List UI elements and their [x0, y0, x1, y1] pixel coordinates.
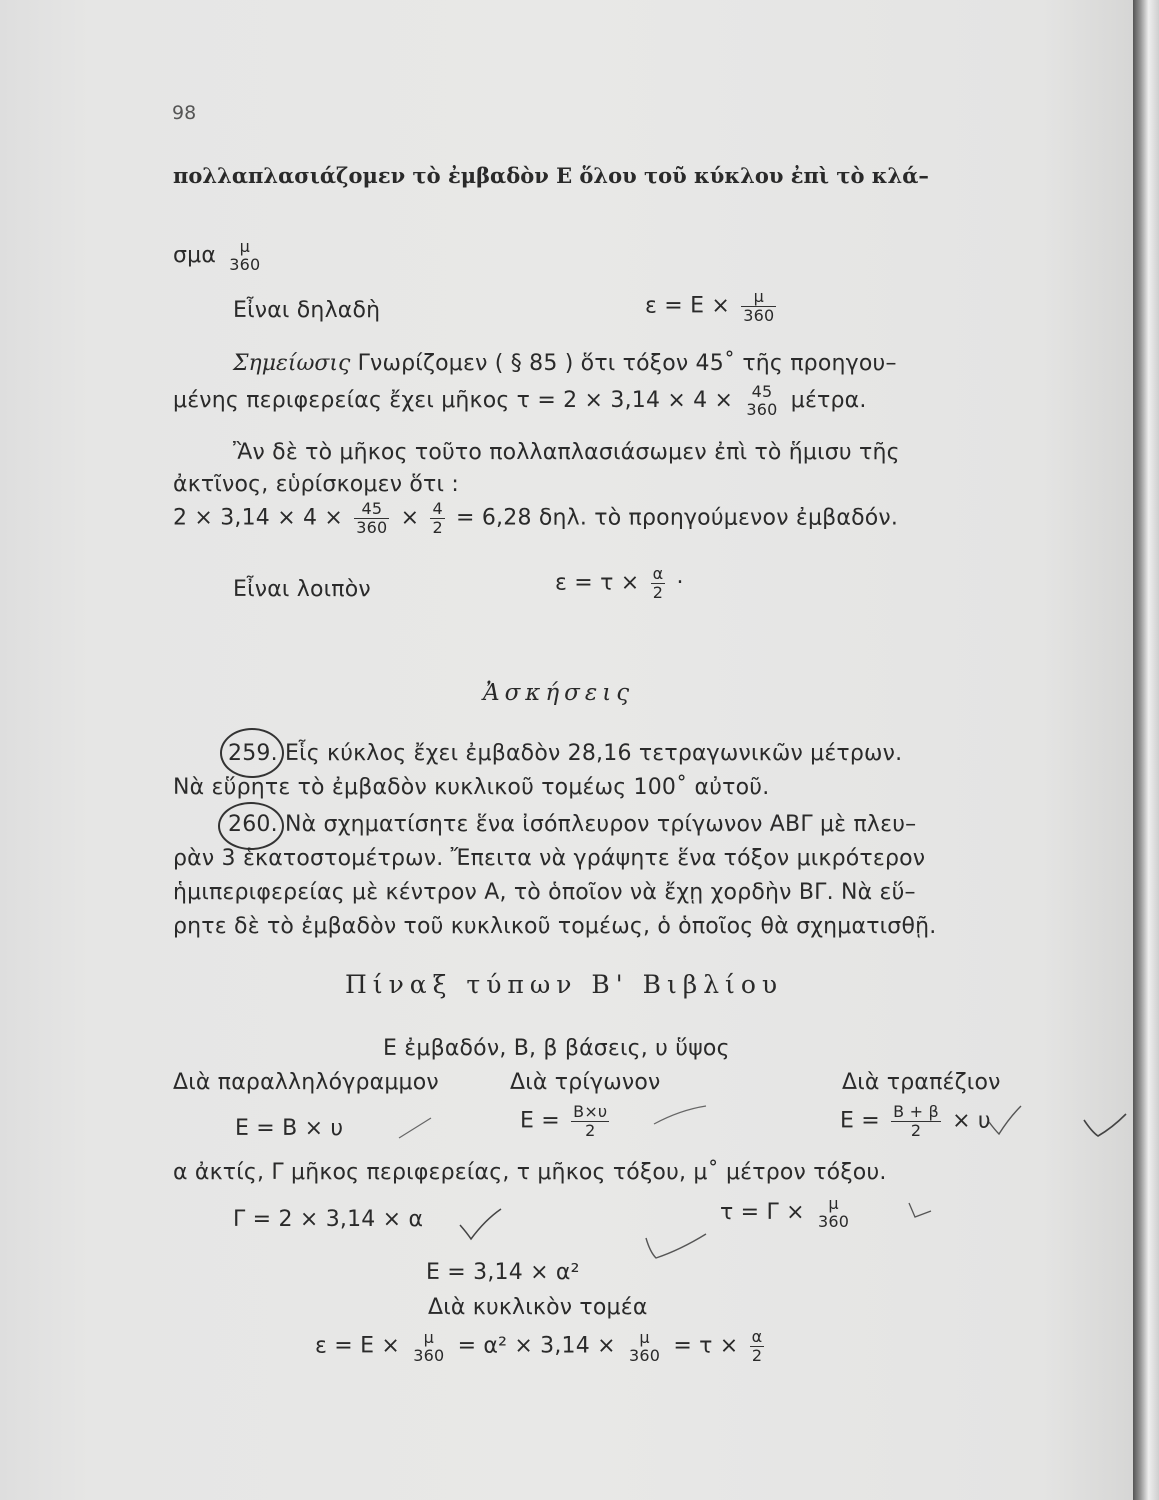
fraction-denominator: 360	[356, 518, 388, 537]
exercise-260-line-1	[228, 812, 916, 837]
line-8	[173, 500, 898, 537]
fraction-numerator: μ	[423, 1327, 435, 1347]
page-number: 98	[172, 102, 197, 124]
formula-arc-length	[720, 1195, 855, 1231]
formula-circle-area: Ε = 3,14 × α²	[426, 1260, 580, 1285]
exercise-259-line-1	[228, 741, 902, 766]
formula-table-heading: Πίναξ τύπων Β' Βιβλίου	[345, 970, 784, 999]
line-9-formula	[555, 565, 684, 602]
fraction-numerator: Β×υ	[573, 1102, 608, 1121]
line-9-text: Εἶναι λοιπὸν	[233, 577, 371, 602]
pen-checkmark-icon	[985, 1100, 1025, 1140]
fraction-numerator: μ	[753, 287, 765, 306]
formula-circumference: Γ = 2 × 3,14 × α	[233, 1207, 424, 1232]
pen-checkmark-icon	[455, 1205, 505, 1245]
formula-lhs: Ε =	[520, 1108, 560, 1134]
column-triangle-title: Διὰ τρίγωνον	[510, 1070, 661, 1095]
exercise-260-line-2: ρὰν 3 ἑκατοστομέτρων. Ἔπειτα νὰ γράψητε ἕνα τόξον μικρότερον	[173, 846, 926, 871]
fraction-alpha-2	[750, 1328, 765, 1365]
fraction-denominator: 2	[750, 1346, 765, 1365]
column-trapezoid-title: Διὰ τραπέζιον	[842, 1070, 1001, 1095]
fraction-denominator: 360	[746, 400, 778, 419]
formula-lhs: Ε =	[840, 1108, 880, 1134]
formula-triangle	[520, 1103, 613, 1140]
fraction-numerator: 45	[751, 382, 773, 401]
fraction-mu-360	[741, 288, 776, 325]
pen-stroke-icon	[395, 1112, 435, 1142]
line-1: πολλαπλασιάζομεν τὸ ἐμβαδὸν Ε ὅλου τοῦ κύκλου ἐπὶ τὸ κλά–	[173, 163, 929, 188]
formula-lhs: ε = Ε ×	[645, 293, 731, 319]
note-label: Σημείωσις	[233, 351, 351, 376]
formula-part-a: ε = Ε ×	[315, 1333, 401, 1359]
fraction-numerator: 4	[432, 499, 443, 518]
fraction-mu-360	[227, 238, 262, 274]
fraction-4-2	[430, 500, 444, 537]
formula-sector	[315, 1328, 768, 1365]
line-5	[173, 383, 867, 419]
exercise-text: Εἷς κύκλος ἔχει ἐμβαδὸν 28,16 τετραγωνικῶν μέτρων.	[285, 741, 903, 766]
fraction-mu-360	[411, 1329, 446, 1365]
formula-trapezoid	[840, 1103, 991, 1140]
formula-part-c: = τ ×	[673, 1333, 739, 1359]
fraction-numerator: 45	[361, 499, 383, 518]
fraction-denominator: 360	[817, 1212, 850, 1231]
line-5-end: μέτρα.	[790, 388, 867, 413]
exercise-260-line-3: ἡμιπεριφερείας μὲ κέντρον Α, τὸ ὁποῖον νὰ ἔχῃ χορδὴν ΒΓ. Νὰ εὕ–	[173, 880, 916, 905]
fraction-numerator: μ	[639, 1327, 650, 1347]
formula-part-b: = α² × 3,14 ×	[457, 1333, 616, 1359]
fraction-denominator: 2	[891, 1121, 941, 1140]
note-text: Γνωρίζομεν ( § 85 ) ὅτι τόξον 45˚ τῆς προηγου–	[357, 351, 897, 376]
formula-lhs: τ = Γ ×	[720, 1200, 805, 1225]
fraction-mu-360	[816, 1195, 851, 1231]
fraction-numerator: μ	[828, 1194, 839, 1213]
fraction-45-360	[354, 500, 389, 537]
fraction-mu-360	[627, 1329, 662, 1365]
formula-rhs: × υ	[952, 1108, 991, 1134]
pen-stroke-icon	[650, 1100, 710, 1130]
fraction-denominator: 2	[651, 583, 666, 602]
line-6: Ἂν δὲ τὸ μῆκος τοῦτο πολλαπλασιάσωμεν ἐπὶ τὸ ἥμισυ τῆς	[233, 440, 900, 465]
times-sign: ×	[400, 505, 420, 531]
fraction-bplusb-2	[891, 1103, 941, 1140]
fraction-numerator: μ	[239, 237, 251, 256]
book-spine-edge	[1133, 0, 1159, 1500]
line-4	[233, 351, 897, 376]
fraction-numerator: Β + β	[893, 1102, 939, 1121]
column-parallelogram-title: Διὰ παραλληλόγραμμον	[173, 1070, 439, 1095]
fraction-denominator: 2	[571, 1121, 609, 1140]
exercise-260-line-4: ρητε δὲ τὸ ἐμβαδὸν τοῦ κυκλικοῦ τομέως, ὁ ὁποῖος θὰ σχηματισθῇ.	[173, 914, 937, 939]
pen-tick-icon	[905, 1197, 935, 1223]
fraction-bu-2	[571, 1103, 609, 1140]
fraction-numerator: α	[751, 1327, 763, 1346]
exercise-259-line-2: Νὰ εὕρητε τὸ ἐμβαδὸν κυκλικοῦ τομέως 100˚ αὐτοῦ.	[173, 775, 770, 800]
line-3-formula	[645, 288, 780, 325]
fraction-denominator: 360	[229, 255, 261, 274]
legend-area-bases-height: Ε ἐμβαδόν, Β, β βάσεις, υ ὕψος	[383, 1036, 730, 1061]
fraction-denominator: 360	[628, 1345, 661, 1365]
exercise-text: Νὰ σχηματίσητε ἕνα ἰσόπλευρον τρίγωνον ΑΒΓ μὲ πλευ–	[285, 812, 917, 837]
formula-dot: ·	[676, 570, 684, 596]
fraction-45-360	[744, 383, 779, 419]
fraction-alpha-2	[651, 565, 666, 602]
pen-checkmark-icon	[640, 1230, 710, 1266]
line-5-text: μένης περιφερείας ἔχει μῆκος τ = 2 × 3,14 × 4 ×	[173, 388, 734, 413]
exercises-heading: Ἀσκήσεις	[483, 680, 635, 706]
line-2	[173, 238, 266, 274]
sector-title: Διὰ κυκλικὸν τομέα	[428, 1295, 648, 1320]
fraction-denominator: 360	[413, 1345, 445, 1365]
line-8-end: = 6,28 δηλ. τὸ προηγούμενον ἐμβαδόν.	[456, 505, 899, 531]
line-2-prefix: σμα	[173, 243, 217, 268]
exercise-number: 259.	[228, 741, 278, 766]
fraction-denominator: 360	[743, 306, 775, 325]
formula-lhs: ε = τ ×	[555, 570, 640, 596]
fraction-denominator: 2	[432, 518, 443, 537]
exercise-number: 260.	[228, 812, 278, 837]
pen-checkmark-icon	[1080, 1110, 1130, 1144]
fraction-numerator: α	[652, 564, 664, 583]
formula-parallelogram: Ε = Β × υ	[235, 1116, 344, 1141]
line-8-start: 2 × 3,14 × 4 ×	[173, 505, 344, 531]
legend-radius-circumference-arc: α ἀκτίς, Γ μῆκος περιφερείας, τ μῆκος τόξου, μ˚ μέτρον τόξου.	[173, 1160, 887, 1185]
line-7: ἀκτῖνος, εὑρίσκομεν ὅτι :	[173, 472, 459, 497]
line-3-text: Εἶναι δηλαδὴ	[233, 298, 381, 323]
